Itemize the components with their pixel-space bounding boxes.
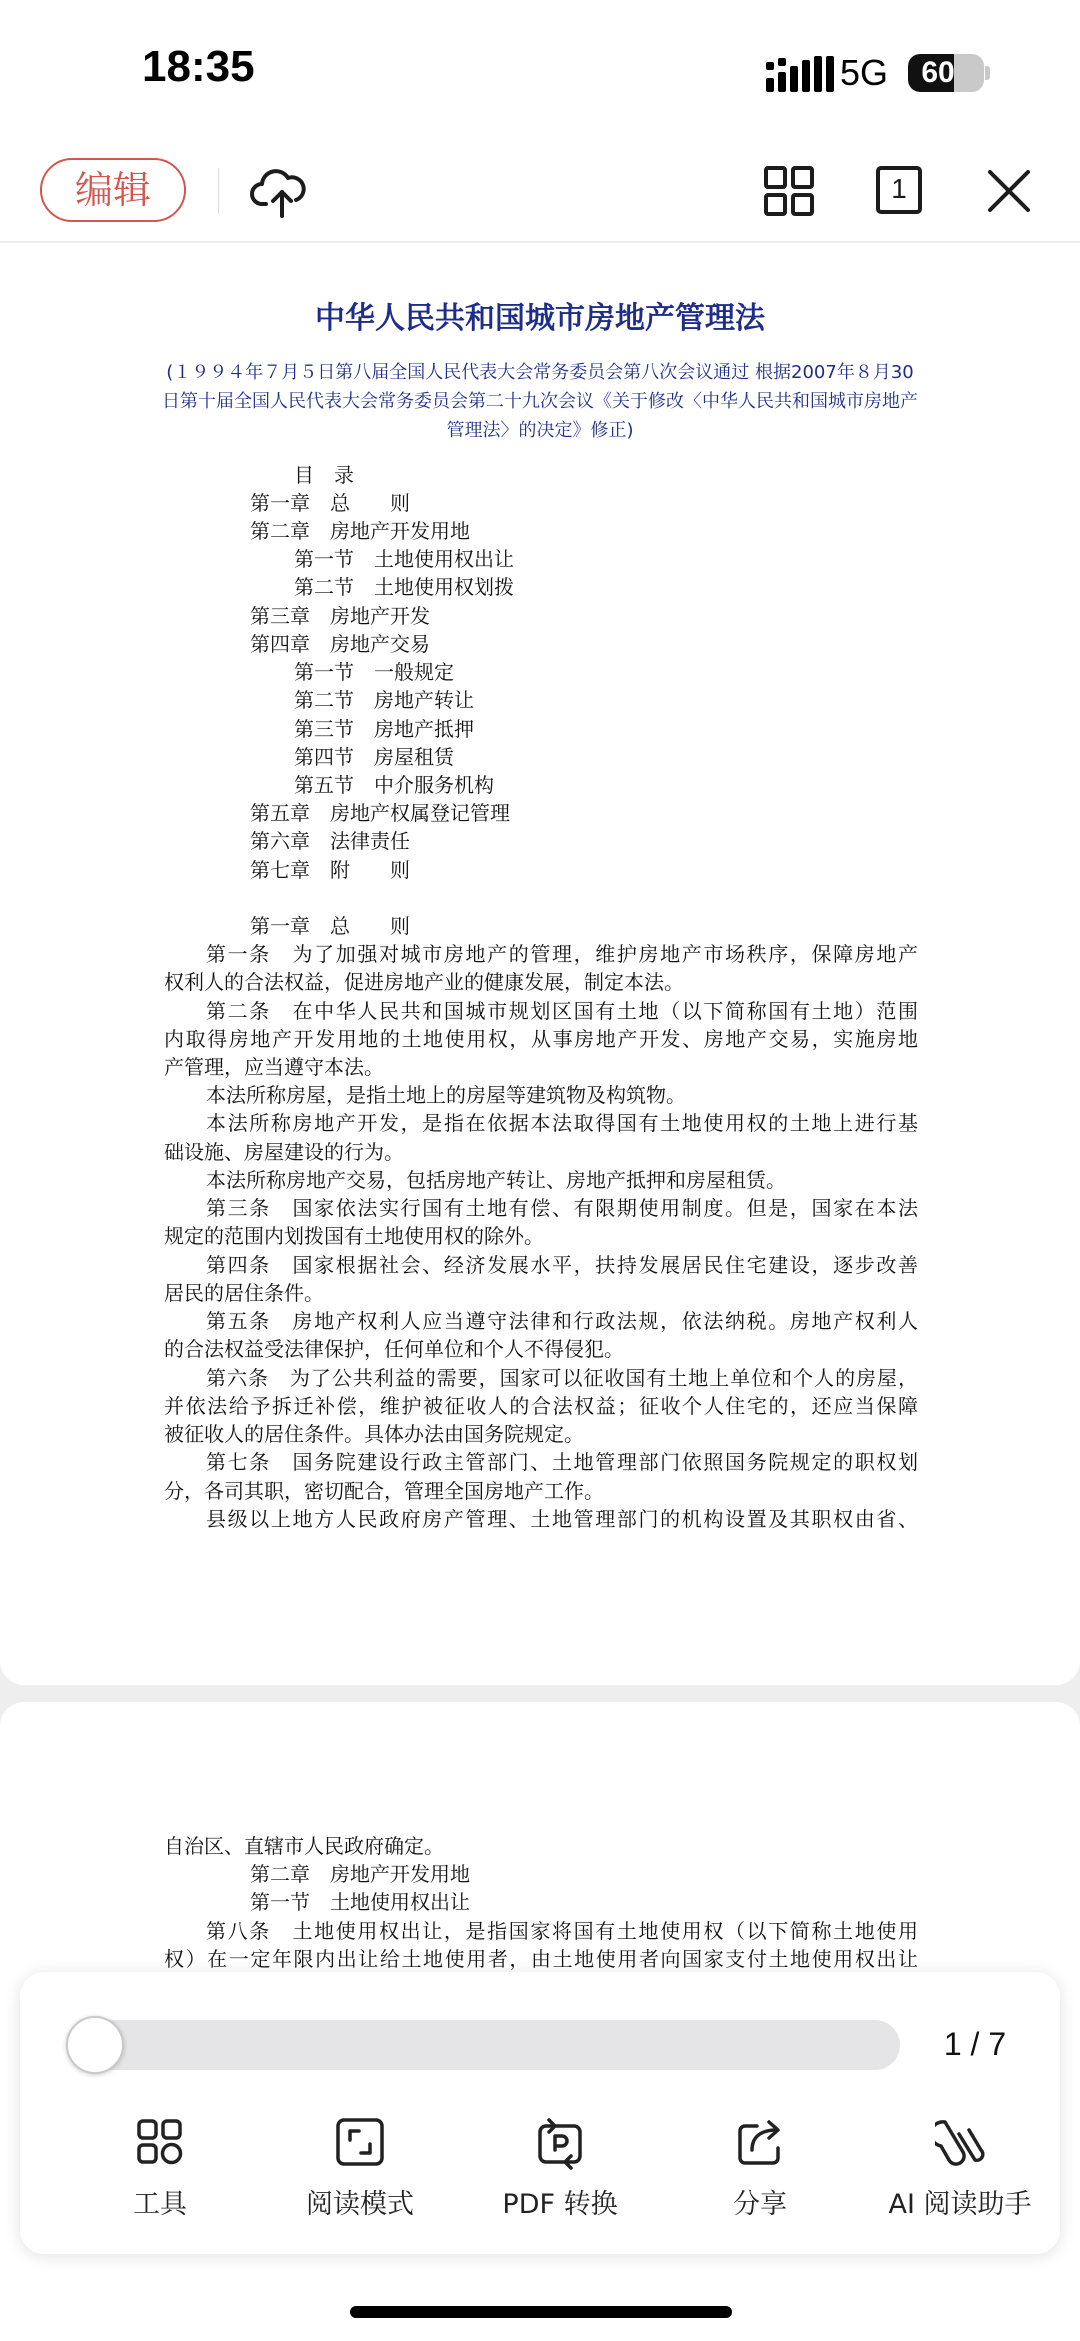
body-line: 分，各司其职，密切配合，管理全国房地产工作。 — [164, 1479, 604, 1503]
tools-button[interactable] — [60, 2116, 260, 2226]
close-icon[interactable] — [978, 160, 1040, 222]
edit-button[interactable]: 编辑 — [40, 158, 186, 222]
body-line: 内取得房地产开发用地的土地使用权，从事房地产开发、房地产交易，实施房地 — [164, 1027, 918, 1051]
top-toolbar — [0, 150, 1080, 242]
tools-grid-icon — [135, 2116, 185, 2170]
grid-icon[interactable] — [758, 160, 820, 222]
share-icon — [735, 2116, 785, 2170]
toc-item: 第一节 一般规定 — [294, 660, 454, 684]
body-line: 第七条 国务院建设行政主管部门、土地管理部门依照国务院规定的职权划 — [206, 1450, 918, 1474]
chapter-heading: 第一章 总 则 — [250, 914, 410, 938]
body-line: 第五条 房地产权利人应当遵守法律和行政法规，依法纳税。房地产权利人 — [206, 1309, 918, 1333]
page-progress-slider[interactable] — [66, 2020, 900, 2070]
section-heading: 第一节 土地使用权出让 — [250, 1890, 470, 1914]
toc-heading: 目 录 — [294, 463, 354, 487]
body-line: 第三条 国家依法实行国有土地有偿、有限期使用制度。但是，国家在本法 — [206, 1196, 918, 1220]
body-line: 的合法权益受法律保护，任何单位和个人不得侵犯。 — [164, 1337, 624, 1361]
body-line: 第二条 在中华人民共和国城市规划区国有土地（以下简称国有土地）范围 — [206, 999, 918, 1023]
document-title: 中华人民共和国城市房地产管理法 — [315, 301, 765, 336]
body-line: 第六条 为了公共利益的需要，国家可以征收国有土地上单位和个人的房屋， — [206, 1366, 918, 1390]
toc-item: 第一节 土地使用权出让 — [294, 547, 514, 571]
body-line: 础设施、房屋建设的行为。 — [164, 1140, 404, 1164]
battery-percent: 60 — [921, 56, 955, 89]
body-line: 第八条 土地使用权出让，是指国家将国有土地使用权（以下简称土地使用 — [206, 1919, 918, 1943]
pdf-convert-icon — [535, 2116, 585, 2170]
ai-assistant-icon — [935, 2116, 985, 2170]
document-subtitle: (１９９４年７月５日第八届全国人民代表大会常务委员会第八次会议通过 根据2007年８月30日第十届全国人民代表大会常务委员会第二十九次会议《关于修改〈中华人民共和国城市房地产管理法〉的决定》修正) — [162, 362, 918, 441]
tool-label: 工具 — [133, 2189, 187, 2220]
reading-mode-icon — [335, 2116, 385, 2170]
body-line: 第四条 国家根据社会、经济发展水平，扶持发展居民住宅建设，逐步改善 — [206, 1253, 918, 1277]
toc-item: 第七章 附 则 — [250, 858, 410, 882]
toolbar-divider — [218, 168, 219, 214]
reading-mode-button[interactable] — [260, 2116, 460, 2226]
battery-cap — [985, 66, 990, 80]
body-line: 本法所称房屋，是指土地上的房屋等建筑物及构筑物。 — [206, 1083, 686, 1107]
toc-item: 第五节 中介服务机构 — [294, 773, 494, 797]
body-line: 被征收人的居住条件。具体办法由国务院规定。 — [164, 1422, 584, 1446]
pdf-convert-button[interactable] — [460, 2116, 660, 2226]
page-count: 1 / 7 — [943, 2026, 1007, 2062]
status-time: 18:35 — [142, 42, 255, 91]
ai-assistant-button[interactable] — [860, 2116, 1060, 2226]
body-line: 自治区、直辖市人民政府确定。 — [164, 1834, 444, 1858]
toc-item: 第四节 房屋租赁 — [294, 745, 454, 769]
toc-item: 第一章 总 则 — [250, 491, 410, 515]
share-button[interactable] — [660, 2116, 860, 2226]
home-indicator — [350, 2306, 732, 2318]
network-type: 5G — [840, 52, 889, 93]
body-line: 产管理，应当遵守本法。 — [164, 1055, 384, 1079]
toc-item: 第六章 法律责任 — [250, 829, 410, 853]
chapter-heading: 第二章 房地产开发用地 — [250, 1862, 470, 1886]
body-line: 县级以上地方人民政府房产管理、土地管理部门的机构设置及其职权由省、 — [206, 1507, 918, 1531]
tool-label: 阅读模式 — [306, 2189, 414, 2220]
document-page-1[interactable] — [0, 243, 1080, 1685]
toc-item: 第三章 房地产开发 — [250, 604, 430, 628]
tool-label: PDF 转换 — [502, 2189, 618, 2220]
body-line: 权利人的合法权益，促进房地产业的健康发展，制定本法。 — [164, 970, 684, 994]
signal-icon — [766, 56, 834, 92]
body-line: 本法所称房地产开发，是指在依据本法取得国有土地使用权的土地上进行基 — [206, 1111, 918, 1135]
progress-slider-thumb[interactable] — [66, 2016, 124, 2074]
tool-label: 分享 — [733, 2189, 787, 2220]
status-bar — [0, 0, 1080, 150]
body-line: 第一条 为了加强对城市房地产的管理，维护房地产市场秩序，保障房地产 — [206, 942, 918, 966]
toc-item: 第五章 房地产权属登记管理 — [250, 801, 510, 825]
body-line: 并依法给予拆迁补偿，维护被征收人的合法权益；征收个人住宅的，还应当保障 — [164, 1394, 918, 1418]
body-line: 权）在一定年限内出让给土地使用者，由土地使用者向国家支付土地使用权出让 — [164, 1947, 918, 1971]
cloud-upload-icon[interactable] — [248, 160, 310, 222]
toc-item: 第二节 房地产转让 — [294, 688, 474, 712]
body-line: 居民的居住条件。 — [164, 1281, 324, 1305]
battery-icon — [908, 54, 984, 92]
toc-item: 第三节 房地产抵押 — [294, 717, 474, 741]
body-line: 本法所称房地产交易，包括房地产转让、房地产抵押和房屋租赁。 — [206, 1168, 786, 1192]
bottom-panel — [20, 1972, 1060, 2254]
toc-item: 第四章 房地产交易 — [250, 632, 430, 656]
toc-item: 第二节 土地使用权划拨 — [294, 575, 514, 599]
body-line: 规定的范围内划拨国有土地使用权的除外。 — [164, 1224, 544, 1248]
toc-item: 第二章 房地产开发用地 — [250, 519, 470, 543]
tool-label: AI 阅读助手 — [888, 2189, 1032, 2220]
page-indicator-icon[interactable]: 1 — [876, 166, 922, 214]
